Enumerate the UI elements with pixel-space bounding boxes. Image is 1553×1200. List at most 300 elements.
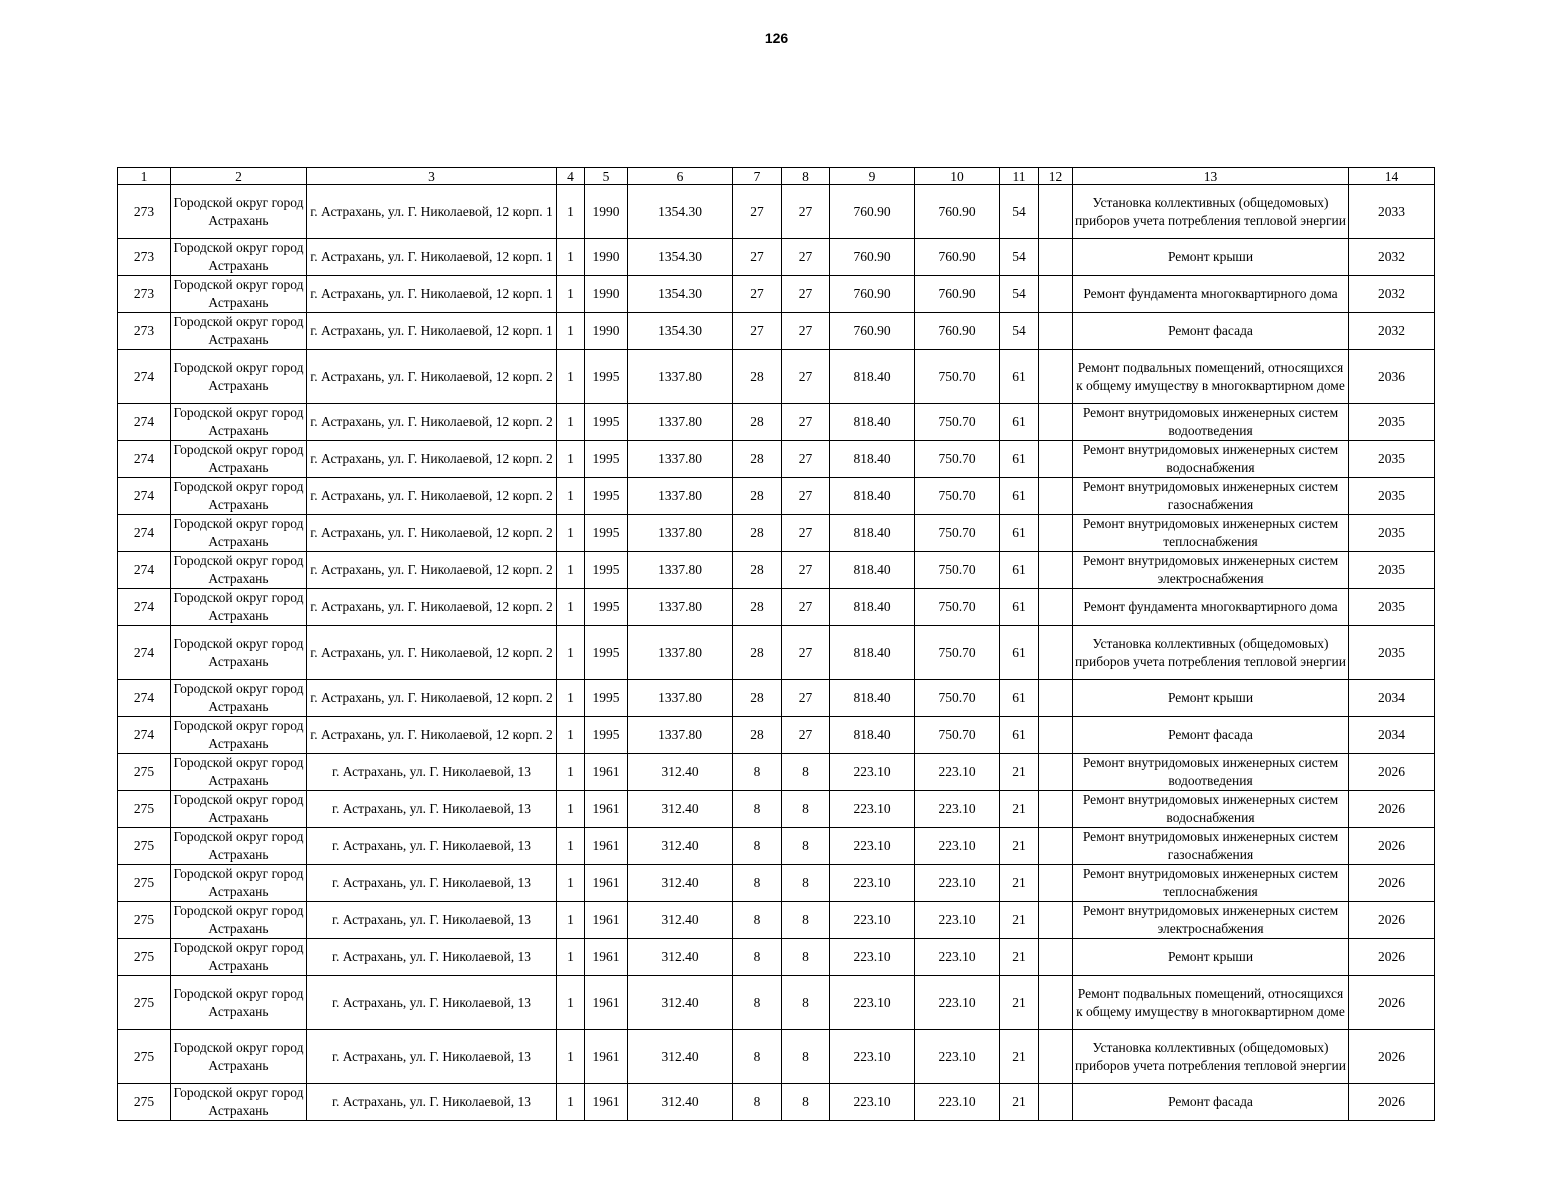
count-a-cell: 8 — [733, 939, 782, 976]
year-built-cell: 1961 — [585, 976, 628, 1030]
work-type-cell: Ремонт внутридомовых инженерных систем газоснабжения — [1073, 828, 1349, 865]
year-built-cell: 1995 — [585, 441, 628, 478]
work-type-cell: Ремонт фундамента многоквартирного дома — [1073, 276, 1349, 313]
planned-year-cell: 2032 — [1349, 239, 1435, 276]
col-12-cell — [1039, 976, 1073, 1030]
work-type-cell: Ремонт внутридомовых инженерных систем теплоснабжения — [1073, 515, 1349, 552]
planned-year-cell: 2034 — [1349, 717, 1435, 754]
quantity-cell: 1 — [557, 276, 585, 313]
house-number-cell: 275 — [118, 939, 171, 976]
work-type-cell: Ремонт внутридомовых инженерных систем газоснабжения — [1073, 478, 1349, 515]
quantity-cell: 1 — [557, 441, 585, 478]
address-cell: г. Астрахань, ул. Г. Николаевой, 13 — [307, 828, 557, 865]
year-built-cell: 1990 — [585, 313, 628, 350]
count-a-cell: 28 — [733, 350, 782, 404]
residents-cell: 61 — [1000, 515, 1039, 552]
work-type-cell: Установка коллективных (общедомовых) приборов учета потребления тепловой энергии — [1073, 626, 1349, 680]
count-b-cell: 8 — [782, 791, 830, 828]
planned-year-cell: 2032 — [1349, 276, 1435, 313]
table-row — [118, 865, 1435, 902]
col-12-cell — [1039, 717, 1073, 754]
area-b-cell: 750.70 — [915, 552, 1000, 589]
year-built-cell: 1995 — [585, 404, 628, 441]
planned-year-cell: 2026 — [1349, 976, 1435, 1030]
area-b-cell: 750.70 — [915, 441, 1000, 478]
planned-year-cell: 2035 — [1349, 404, 1435, 441]
column-header: 10 — [915, 168, 1000, 185]
count-a-cell: 28 — [733, 552, 782, 589]
municipality-cell: Городской округ город Астрахань — [171, 404, 307, 441]
work-type-cell: Ремонт фасада — [1073, 1084, 1349, 1121]
address-cell: г. Астрахань, ул. Г. Николаевой, 12 корп. 1 — [307, 185, 557, 239]
work-type-cell: Ремонт фундамента многоквартирного дома — [1073, 589, 1349, 626]
residents-cell: 21 — [1000, 939, 1039, 976]
planned-year-cell: 2036 — [1349, 350, 1435, 404]
residents-cell: 54 — [1000, 239, 1039, 276]
house-number-cell: 275 — [118, 1084, 171, 1121]
area-b-cell: 223.10 — [915, 754, 1000, 791]
year-built-cell: 1995 — [585, 478, 628, 515]
column-header: 11 — [1000, 168, 1039, 185]
count-a-cell: 27 — [733, 276, 782, 313]
count-a-cell: 28 — [733, 626, 782, 680]
municipality-cell: Городской округ город Астрахань — [171, 515, 307, 552]
year-built-cell: 1995 — [585, 589, 628, 626]
count-b-cell: 8 — [782, 828, 830, 865]
planned-year-cell: 2035 — [1349, 441, 1435, 478]
address-cell: г. Астрахань, ул. Г. Николаевой, 12 корп. 2 — [307, 441, 557, 478]
planned-year-cell: 2035 — [1349, 478, 1435, 515]
house-number-cell: 275 — [118, 902, 171, 939]
total-area-cell: 1337.80 — [628, 350, 733, 404]
col-12-cell — [1039, 754, 1073, 791]
area-b-cell: 750.70 — [915, 515, 1000, 552]
residents-cell: 21 — [1000, 791, 1039, 828]
total-area-cell: 312.40 — [628, 828, 733, 865]
quantity-cell: 1 — [557, 1084, 585, 1121]
municipality-cell: Городской округ город Астрахань — [171, 939, 307, 976]
house-number-cell: 274 — [118, 404, 171, 441]
house-number-cell: 275 — [118, 976, 171, 1030]
registry-table — [117, 167, 1435, 1121]
area-a-cell: 223.10 — [830, 754, 915, 791]
count-b-cell: 8 — [782, 865, 830, 902]
count-b-cell: 27 — [782, 441, 830, 478]
residents-cell: 61 — [1000, 680, 1039, 717]
column-header: 8 — [782, 168, 830, 185]
table-row — [118, 680, 1435, 717]
quantity-cell: 1 — [557, 185, 585, 239]
house-number-cell: 273 — [118, 313, 171, 350]
column-header: 6 — [628, 168, 733, 185]
count-a-cell: 8 — [733, 791, 782, 828]
area-a-cell: 818.40 — [830, 680, 915, 717]
area-b-cell: 750.70 — [915, 680, 1000, 717]
work-type-cell: Ремонт крыши — [1073, 680, 1349, 717]
quantity-cell: 1 — [557, 626, 585, 680]
col-12-cell — [1039, 441, 1073, 478]
year-built-cell: 1961 — [585, 754, 628, 791]
col-12-cell — [1039, 828, 1073, 865]
house-number-cell: 275 — [118, 865, 171, 902]
area-a-cell: 818.40 — [830, 350, 915, 404]
total-area-cell: 1337.80 — [628, 626, 733, 680]
count-b-cell: 27 — [782, 626, 830, 680]
quantity-cell: 1 — [557, 828, 585, 865]
work-type-cell: Ремонт крыши — [1073, 939, 1349, 976]
count-a-cell: 8 — [733, 902, 782, 939]
year-built-cell: 1990 — [585, 239, 628, 276]
address-cell: г. Астрахань, ул. Г. Николаевой, 12 корп. 1 — [307, 313, 557, 350]
house-number-cell: 274 — [118, 552, 171, 589]
col-12-cell — [1039, 313, 1073, 350]
municipality-cell: Городской округ город Астрахань — [171, 313, 307, 350]
area-a-cell: 223.10 — [830, 902, 915, 939]
municipality-cell: Городской округ город Астрахань — [171, 239, 307, 276]
count-b-cell: 8 — [782, 976, 830, 1030]
area-b-cell: 223.10 — [915, 902, 1000, 939]
table-row — [118, 902, 1435, 939]
address-cell: г. Астрахань, ул. Г. Николаевой, 13 — [307, 976, 557, 1030]
area-b-cell: 223.10 — [915, 791, 1000, 828]
residents-cell: 61 — [1000, 552, 1039, 589]
work-type-cell: Ремонт внутридомовых инженерных систем водоснабжения — [1073, 791, 1349, 828]
total-area-cell: 1337.80 — [628, 552, 733, 589]
area-a-cell: 818.40 — [830, 515, 915, 552]
municipality-cell: Городской округ город Астрахань — [171, 902, 307, 939]
col-12-cell — [1039, 478, 1073, 515]
planned-year-cell: 2026 — [1349, 754, 1435, 791]
count-b-cell: 27 — [782, 350, 830, 404]
residents-cell: 21 — [1000, 828, 1039, 865]
area-b-cell: 750.70 — [915, 717, 1000, 754]
column-header: 14 — [1349, 168, 1435, 185]
col-12-cell — [1039, 680, 1073, 717]
year-built-cell: 1995 — [585, 680, 628, 717]
area-a-cell: 818.40 — [830, 717, 915, 754]
col-12-cell — [1039, 1030, 1073, 1084]
table-row — [118, 404, 1435, 441]
year-built-cell: 1995 — [585, 350, 628, 404]
quantity-cell: 1 — [557, 404, 585, 441]
table-row — [118, 717, 1435, 754]
area-a-cell: 223.10 — [830, 976, 915, 1030]
total-area-cell: 312.40 — [628, 754, 733, 791]
address-cell: г. Астрахань, ул. Г. Николаевой, 13 — [307, 1030, 557, 1084]
count-b-cell: 27 — [782, 680, 830, 717]
total-area-cell: 1354.30 — [628, 313, 733, 350]
area-a-cell: 760.90 — [830, 185, 915, 239]
quantity-cell: 1 — [557, 865, 585, 902]
count-b-cell: 27 — [782, 404, 830, 441]
year-built-cell: 1990 — [585, 276, 628, 313]
count-b-cell: 27 — [782, 515, 830, 552]
work-type-cell: Ремонт фасада — [1073, 313, 1349, 350]
count-a-cell: 28 — [733, 680, 782, 717]
count-b-cell: 8 — [782, 939, 830, 976]
table-row — [118, 754, 1435, 791]
total-area-cell: 1354.30 — [628, 276, 733, 313]
municipality-cell: Городской округ город Астрахань — [171, 1030, 307, 1084]
house-number-cell: 274 — [118, 515, 171, 552]
residents-cell: 21 — [1000, 754, 1039, 791]
table-row — [118, 791, 1435, 828]
col-12-cell — [1039, 865, 1073, 902]
column-header: 5 — [585, 168, 628, 185]
table-row — [118, 239, 1435, 276]
municipality-cell: Городской округ город Астрахань — [171, 350, 307, 404]
column-header: 2 — [171, 168, 307, 185]
work-type-cell: Ремонт внутридомовых инженерных систем электроснабжения — [1073, 902, 1349, 939]
residents-cell: 61 — [1000, 350, 1039, 404]
year-built-cell: 1961 — [585, 939, 628, 976]
work-type-cell: Ремонт внутридомовых инженерных систем электроснабжения — [1073, 552, 1349, 589]
count-b-cell: 8 — [782, 1030, 830, 1084]
col-12-cell — [1039, 626, 1073, 680]
residents-cell: 61 — [1000, 717, 1039, 754]
quantity-cell: 1 — [557, 754, 585, 791]
address-cell: г. Астрахань, ул. Г. Николаевой, 13 — [307, 939, 557, 976]
work-type-cell: Ремонт подвальных помещений, относящихся к общему имуществу в многоквартирном доме — [1073, 976, 1349, 1030]
year-built-cell: 1961 — [585, 902, 628, 939]
count-a-cell: 28 — [733, 404, 782, 441]
planned-year-cell: 2033 — [1349, 185, 1435, 239]
area-a-cell: 760.90 — [830, 276, 915, 313]
area-b-cell: 750.70 — [915, 626, 1000, 680]
municipality-cell: Городской округ город Астрахань — [171, 680, 307, 717]
table-row — [118, 350, 1435, 404]
address-cell: г. Астрахань, ул. Г. Николаевой, 13 — [307, 754, 557, 791]
count-a-cell: 8 — [733, 754, 782, 791]
total-area-cell: 312.40 — [628, 939, 733, 976]
col-12-cell — [1039, 939, 1073, 976]
residents-cell: 54 — [1000, 276, 1039, 313]
address-cell: г. Астрахань, ул. Г. Николаевой, 12 корп. 2 — [307, 515, 557, 552]
col-12-cell — [1039, 515, 1073, 552]
total-area-cell: 1337.80 — [628, 441, 733, 478]
planned-year-cell: 2035 — [1349, 589, 1435, 626]
total-area-cell: 312.40 — [628, 791, 733, 828]
year-built-cell: 1961 — [585, 865, 628, 902]
table-row — [118, 515, 1435, 552]
total-area-cell: 1337.80 — [628, 717, 733, 754]
house-number-cell: 273 — [118, 239, 171, 276]
page-number: 126 — [764, 30, 789, 46]
residents-cell: 21 — [1000, 1084, 1039, 1121]
house-number-cell: 274 — [118, 680, 171, 717]
address-cell: г. Астрахань, ул. Г. Николаевой, 12 корп. 2 — [307, 404, 557, 441]
table-body — [118, 185, 1435, 1121]
quantity-cell: 1 — [557, 1030, 585, 1084]
house-number-cell: 273 — [118, 276, 171, 313]
quantity-cell: 1 — [557, 791, 585, 828]
area-b-cell: 223.10 — [915, 976, 1000, 1030]
area-a-cell: 818.40 — [830, 589, 915, 626]
column-header: 1 — [118, 168, 171, 185]
quantity-cell: 1 — [557, 239, 585, 276]
house-number-cell: 275 — [118, 1030, 171, 1084]
count-a-cell: 28 — [733, 478, 782, 515]
year-built-cell: 1990 — [585, 185, 628, 239]
col-12-cell — [1039, 552, 1073, 589]
work-type-cell: Ремонт подвальных помещений, относящихся к общему имуществу в многоквартирном доме — [1073, 350, 1349, 404]
house-number-cell: 274 — [118, 441, 171, 478]
table-row — [118, 478, 1435, 515]
area-b-cell: 223.10 — [915, 828, 1000, 865]
quantity-cell: 1 — [557, 976, 585, 1030]
planned-year-cell: 2026 — [1349, 791, 1435, 828]
area-b-cell: 750.70 — [915, 404, 1000, 441]
municipality-cell: Городской округ город Астрахань — [171, 276, 307, 313]
house-number-cell: 275 — [118, 754, 171, 791]
quantity-cell: 1 — [557, 552, 585, 589]
col-12-cell — [1039, 350, 1073, 404]
residents-cell: 61 — [1000, 441, 1039, 478]
count-b-cell: 8 — [782, 902, 830, 939]
municipality-cell: Городской округ город Астрахань — [171, 552, 307, 589]
work-type-cell: Установка коллективных (общедомовых) приборов учета потребления тепловой энергии — [1073, 1030, 1349, 1084]
total-area-cell: 1337.80 — [628, 680, 733, 717]
address-cell: г. Астрахань, ул. Г. Николаевой, 13 — [307, 1084, 557, 1121]
area-b-cell: 750.70 — [915, 478, 1000, 515]
address-cell: г. Астрахань, ул. Г. Николаевой, 12 корп. 1 — [307, 276, 557, 313]
area-a-cell: 223.10 — [830, 1030, 915, 1084]
municipality-cell: Городской округ город Астрахань — [171, 1084, 307, 1121]
col-12-cell — [1039, 791, 1073, 828]
area-b-cell: 750.70 — [915, 350, 1000, 404]
residents-cell: 54 — [1000, 185, 1039, 239]
col-12-cell — [1039, 239, 1073, 276]
area-b-cell: 760.90 — [915, 239, 1000, 276]
planned-year-cell: 2035 — [1349, 515, 1435, 552]
count-b-cell: 8 — [782, 1084, 830, 1121]
column-header: 4 — [557, 168, 585, 185]
table-row — [118, 589, 1435, 626]
year-built-cell: 1995 — [585, 552, 628, 589]
house-number-cell: 274 — [118, 717, 171, 754]
municipality-cell: Городской округ город Астрахань — [171, 976, 307, 1030]
planned-year-cell: 2035 — [1349, 626, 1435, 680]
address-cell: г. Астрахань, ул. Г. Николаевой, 13 — [307, 902, 557, 939]
table-row — [118, 313, 1435, 350]
table-row — [118, 276, 1435, 313]
quantity-cell: 1 — [557, 350, 585, 404]
column-header: 3 — [307, 168, 557, 185]
municipality-cell: Городской округ город Астрахань — [171, 754, 307, 791]
quantity-cell: 1 — [557, 939, 585, 976]
area-b-cell: 760.90 — [915, 185, 1000, 239]
house-number-cell: 273 — [118, 185, 171, 239]
work-type-cell: Ремонт внутридомовых инженерных систем водоотведения — [1073, 754, 1349, 791]
area-b-cell: 760.90 — [915, 313, 1000, 350]
total-area-cell: 312.40 — [628, 1030, 733, 1084]
work-type-cell: Ремонт внутридомовых инженерных систем теплоснабжения — [1073, 865, 1349, 902]
table-row — [118, 828, 1435, 865]
work-type-cell: Ремонт крыши — [1073, 239, 1349, 276]
quantity-cell: 1 — [557, 902, 585, 939]
house-number-cell: 274 — [118, 626, 171, 680]
column-number-row — [118, 168, 1435, 185]
count-a-cell: 8 — [733, 828, 782, 865]
work-type-cell: Ремонт фасада — [1073, 717, 1349, 754]
count-a-cell: 8 — [733, 976, 782, 1030]
count-b-cell: 27 — [782, 313, 830, 350]
total-area-cell: 312.40 — [628, 976, 733, 1030]
total-area-cell: 1337.80 — [628, 515, 733, 552]
house-number-cell: 275 — [118, 828, 171, 865]
year-built-cell: 1995 — [585, 717, 628, 754]
area-a-cell: 818.40 — [830, 441, 915, 478]
total-area-cell: 312.40 — [628, 865, 733, 902]
year-built-cell: 1961 — [585, 1030, 628, 1084]
area-b-cell: 750.70 — [915, 589, 1000, 626]
house-number-cell: 275 — [118, 791, 171, 828]
area-a-cell: 223.10 — [830, 828, 915, 865]
table-row — [118, 939, 1435, 976]
col-12-cell — [1039, 185, 1073, 239]
municipality-cell: Городской округ город Астрахань — [171, 626, 307, 680]
quantity-cell: 1 — [557, 589, 585, 626]
house-number-cell: 274 — [118, 478, 171, 515]
address-cell: г. Астрахань, ул. Г. Николаевой, 12 корп. 1 — [307, 239, 557, 276]
work-type-cell: Ремонт внутридомовых инженерных систем водоотведения — [1073, 404, 1349, 441]
total-area-cell: 1337.80 — [628, 404, 733, 441]
area-b-cell: 223.10 — [915, 865, 1000, 902]
area-a-cell: 760.90 — [830, 313, 915, 350]
table-row — [118, 552, 1435, 589]
planned-year-cell: 2026 — [1349, 1030, 1435, 1084]
residents-cell: 54 — [1000, 313, 1039, 350]
address-cell: г. Астрахань, ул. Г. Николаевой, 12 корп. 2 — [307, 478, 557, 515]
house-number-cell: 274 — [118, 589, 171, 626]
municipality-cell: Городской округ город Астрахань — [171, 441, 307, 478]
count-a-cell: 28 — [733, 441, 782, 478]
area-b-cell: 223.10 — [915, 939, 1000, 976]
table-row — [118, 1030, 1435, 1084]
column-header: 13 — [1073, 168, 1349, 185]
year-built-cell: 1961 — [585, 828, 628, 865]
municipality-cell: Городской округ город Астрахань — [171, 865, 307, 902]
residents-cell: 21 — [1000, 865, 1039, 902]
table-row — [118, 626, 1435, 680]
planned-year-cell: 2026 — [1349, 939, 1435, 976]
count-a-cell: 27 — [733, 185, 782, 239]
area-a-cell: 760.90 — [830, 239, 915, 276]
count-a-cell: 8 — [733, 1084, 782, 1121]
year-built-cell: 1995 — [585, 626, 628, 680]
table-row — [118, 1084, 1435, 1121]
work-type-cell: Ремонт внутридомовых инженерных систем водоснабжения — [1073, 441, 1349, 478]
planned-year-cell: 2026 — [1349, 865, 1435, 902]
area-a-cell: 818.40 — [830, 552, 915, 589]
col-12-cell — [1039, 1084, 1073, 1121]
municipality-cell: Городской округ город Астрахань — [171, 717, 307, 754]
quantity-cell: 1 — [557, 313, 585, 350]
municipality-cell: Городской округ город Астрахань — [171, 589, 307, 626]
planned-year-cell: 2026 — [1349, 828, 1435, 865]
table-row — [118, 976, 1435, 1030]
area-b-cell: 223.10 — [915, 1030, 1000, 1084]
residents-cell: 61 — [1000, 478, 1039, 515]
quantity-cell: 1 — [557, 515, 585, 552]
count-a-cell: 27 — [733, 313, 782, 350]
total-area-cell: 1354.30 — [628, 185, 733, 239]
count-b-cell: 27 — [782, 589, 830, 626]
municipality-cell: Городской округ город Астрахань — [171, 478, 307, 515]
address-cell: г. Астрахань, ул. Г. Николаевой, 12 корп. 2 — [307, 350, 557, 404]
address-cell: г. Астрахань, ул. Г. Николаевой, 12 корп. 2 — [307, 589, 557, 626]
count-b-cell: 27 — [782, 239, 830, 276]
